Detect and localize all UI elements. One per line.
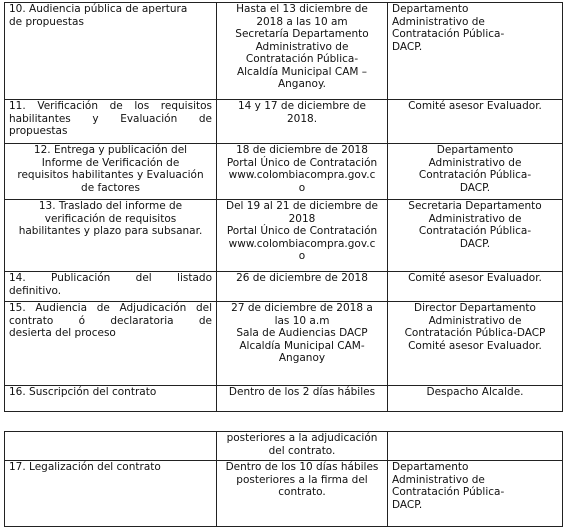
- activity-cell: 11. Verificación de los requisitos habilitantes y Evaluación de propuestas: [5, 100, 217, 144]
- activity-cell: 15. Audiencia de Adjudicación del contrato ó declaratoria de desierta del proceso: [5, 302, 217, 386]
- responsible-cell: Comité asesor Evaluador.: [388, 272, 563, 302]
- responsible-cell: Comité asesor Evaluador.: [388, 100, 563, 144]
- schedule-table: [4, 2, 563, 412]
- activity-cell: 17. Legalización del contrato: [5, 461, 217, 527]
- date-cell: 27 de diciembre de 2018 a las 10 a.m Sala de Audiencias DACP Alcaldía Municipal CAM- Anganoy: [217, 302, 388, 386]
- date-cell: 26 de diciembre de 2018: [217, 272, 388, 302]
- table-row: [5, 432, 563, 461]
- activity-cell: 12. Entrega y publicación del Informe de Verificación de requisitos habilitantes y Evaluación de factores: [5, 144, 217, 200]
- table-row: [5, 144, 563, 200]
- table-row: [5, 272, 563, 302]
- activity-cell: 16. Suscripción del contrato: [5, 386, 217, 412]
- date-cell: posteriores a la adjudicación del contrato.: [217, 432, 388, 461]
- date-cell: Dentro de los 10 días hábiles posteriores a la firma del contrato.: [217, 461, 388, 527]
- activity-cell: 14. Publicación del listado definitivo.: [5, 272, 217, 302]
- responsible-cell: Departamento Administrativo de Contratación Pública- DACP.: [388, 461, 563, 527]
- date-cell: Dentro de los 2 días hábiles: [217, 386, 388, 412]
- table-row: [5, 386, 563, 412]
- responsible-cell: Director Departamento Administrativo de Contratación Pública-DACP Comité asesor Evaluador.: [388, 302, 563, 386]
- date-cell: Del 19 al 21 de diciembre de 2018 Portal Único de Contratación www.colombiacompra.gov.c o: [217, 200, 388, 272]
- date-cell: Hasta el 13 diciembre de 2018 a las 10 am Secretaría Departamento Administrativo de Contratación Pública- Alcaldía Municipal CAM – Anganoy.: [217, 3, 388, 100]
- activity-cell: 13. Traslado del informe de verificación de requisitos habilitantes y plazo para subsanar.: [5, 200, 217, 272]
- date-cell: 18 de diciembre de 2018 Portal Único de Contratación www.colombiacompra.gov.c o: [217, 144, 388, 200]
- table-row: [5, 3, 563, 100]
- schedule-table-continued: [4, 431, 563, 527]
- table-row: [5, 461, 563, 527]
- table-row: [5, 302, 563, 386]
- date-cell: 14 y 17 de diciembre de 2018.: [217, 100, 388, 144]
- activity-cell: [5, 432, 217, 461]
- table-row: [5, 200, 563, 272]
- responsible-cell: Despacho Alcalde.: [388, 386, 563, 412]
- table-row: [5, 100, 563, 144]
- responsible-cell: Secretaria Departamento Administrativo de Contratación Pública- DACP.: [388, 200, 563, 272]
- responsible-cell: [388, 432, 563, 461]
- responsible-cell: Departamento Administrativo de Contratación Pública- DACP.: [388, 3, 563, 100]
- responsible-cell: Departamento Administrativo de Contratación Pública- DACP.: [388, 144, 563, 200]
- activity-cell: 10. Audiencia pública de apertura de propuestas: [5, 3, 217, 100]
